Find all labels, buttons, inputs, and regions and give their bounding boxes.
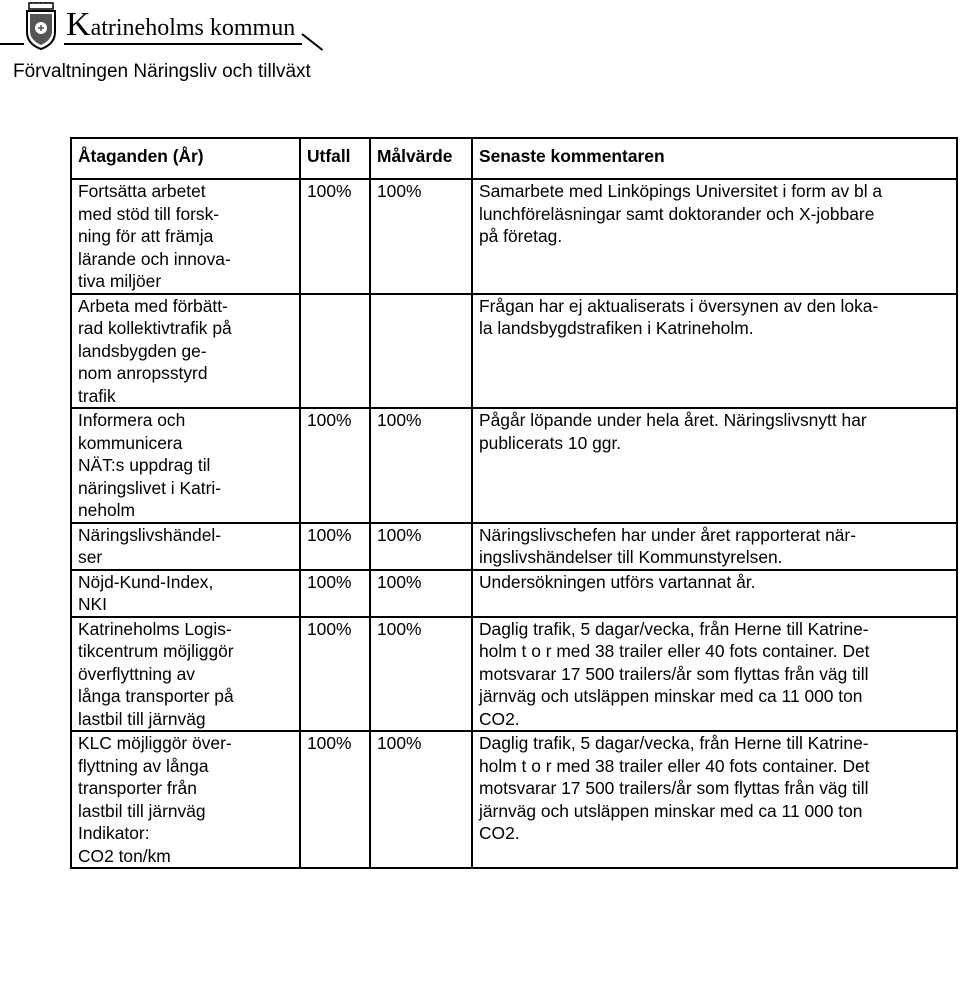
commitment-line: flyttning av långa xyxy=(78,755,209,776)
comment-line: Frågan har ej aktualiserats i översynen av den loka- xyxy=(479,295,879,316)
comment-line: järnväg och utsläppen minskar med ca 11 000 ton xyxy=(479,686,863,706)
target-value-cell: 100% xyxy=(370,523,472,570)
commitment-cell xyxy=(71,570,300,617)
outcome-cell: 100% xyxy=(300,617,370,732)
target-value-cell xyxy=(370,294,472,409)
comment-line: holm t o r med 38 trailer eller 40 fots container. Det xyxy=(479,755,870,776)
commitment-line: ning för att främja xyxy=(78,226,214,246)
outcome-cell: 100% xyxy=(300,570,370,617)
comment-line: CO2. xyxy=(479,708,520,729)
organization-title: Förvaltningen Näringsliv och tillväxt xyxy=(13,61,311,82)
commitment-line: tikcentrum möjliggör xyxy=(78,641,234,661)
outcome-cell: 100% xyxy=(300,523,370,570)
header-rule-left xyxy=(0,43,24,45)
commitment-cell xyxy=(71,731,300,868)
municipal-crest-icon xyxy=(24,2,58,50)
target-value-cell: 100% xyxy=(370,408,472,523)
commitment-line: Indikator: xyxy=(78,823,150,843)
table-row xyxy=(71,523,957,570)
commitment-line: långa transporter på xyxy=(78,686,234,706)
header-rule-right xyxy=(64,43,302,45)
commitment-cell xyxy=(71,617,300,732)
municipality-logo-text: Katrineholms kommun xyxy=(66,6,296,43)
header-rule-slash xyxy=(301,33,323,51)
commitment-line: transporter från xyxy=(78,778,197,798)
table-row xyxy=(71,408,957,523)
comment-cell xyxy=(472,294,957,409)
commitments-table xyxy=(70,137,958,869)
commitment-line: lastbil till järnväg xyxy=(78,800,206,821)
comment-line: CO2. xyxy=(479,823,520,843)
table-row xyxy=(71,294,957,409)
commitment-line: överflyttning av xyxy=(78,663,195,684)
comment-cell xyxy=(472,731,957,868)
table-row xyxy=(71,617,957,732)
target-value-cell: 100% xyxy=(370,731,472,868)
commitment-line: tiva miljöer xyxy=(78,271,162,291)
outcome-cell: 100% xyxy=(300,408,370,523)
comment-line: motsvarar 17 500 trailers/år som flyttas från väg till xyxy=(479,663,869,684)
comment-line: Daglig trafik, 5 dagar/vecka, från Herne till Katrine- xyxy=(479,618,869,639)
commitment-line: trafik xyxy=(78,385,116,406)
comment-line: järnväg och utsläppen minskar med ca 11 000 ton xyxy=(479,800,863,821)
target-value-cell: 100% xyxy=(370,617,472,732)
commitment-line: lastbil till järnväg xyxy=(78,708,206,729)
commitment-line: näringslivet i Katri- xyxy=(78,477,222,498)
comment-line: Undersökningen utförs vartannat år. xyxy=(479,571,756,592)
outcome-cell: 100% xyxy=(300,731,370,868)
comment-cell xyxy=(472,408,957,523)
table-row xyxy=(71,179,957,294)
comment-line: Pågår löpande under hela året. Näringslivsnytt har xyxy=(479,410,867,430)
commitment-cell xyxy=(71,523,300,570)
outcome-cell: 100% xyxy=(300,179,370,294)
commitment-line: rad kollektivtrafik på xyxy=(78,318,232,338)
commitment-line: nom anropsstyrd xyxy=(78,363,208,383)
comment-cell xyxy=(472,617,957,732)
commitment-line: lärande och innova- xyxy=(78,248,231,269)
comment-line: Näringslivschefen har under året rapporterat när- xyxy=(479,524,856,545)
commitment-line: Näringslivshändel- xyxy=(78,524,222,545)
target-value-cell: 100% xyxy=(370,179,472,294)
comment-cell xyxy=(472,523,957,570)
page-header xyxy=(0,0,960,82)
commitment-line: Fortsätta arbetet xyxy=(78,181,206,201)
comment-line: ingslivshändelser till Kommunstyrelsen. xyxy=(479,547,783,567)
commitment-line: neholm xyxy=(78,500,136,520)
comment-line: publicerats 10 ggr. xyxy=(479,432,622,453)
comment-line: motsvarar 17 500 trailers/år som flyttas från väg till xyxy=(479,778,869,798)
commitment-line: kommunicera xyxy=(78,432,183,453)
commitment-line: Katrineholms Logis- xyxy=(78,618,232,639)
commitment-line: landsbygden ge- xyxy=(78,340,207,361)
commitment-line: med stöd till forsk- xyxy=(78,203,220,224)
target-value-cell: 100% xyxy=(370,570,472,617)
commitment-cell xyxy=(71,179,300,294)
header-latest-comment: Senaste kommentaren xyxy=(472,138,957,179)
comment-line: lunchföreläsningar samt doktorander och X-jobbare xyxy=(479,203,875,224)
comment-line: holm t o r med 38 trailer eller 40 fots container. Det xyxy=(479,641,870,661)
commitment-line: KLC möjliggör över- xyxy=(78,733,232,753)
table-row xyxy=(71,570,957,617)
commitment-line: Informera och xyxy=(78,410,186,430)
header-commitments: Åtaganden (År) xyxy=(71,138,300,179)
table-row xyxy=(71,731,957,868)
comment-line: Samarbete med Linköpings Universitet i form av bl a xyxy=(479,181,883,201)
table-header-row xyxy=(71,138,957,179)
commitment-line: ser xyxy=(78,547,103,567)
commitment-line: Arbeta med förbätt- xyxy=(78,295,228,316)
comment-cell xyxy=(472,570,957,617)
outcome-cell xyxy=(300,294,370,409)
comment-line: la landsbygdstrafiken i Katrineholm. xyxy=(479,318,754,338)
header-outcome: Utfall xyxy=(300,138,370,179)
header-target-value: Målvärde xyxy=(370,138,472,179)
commitment-line: NKI xyxy=(78,594,107,614)
comment-line: Daglig trafik, 5 dagar/vecka, från Herne till Katrine- xyxy=(479,733,869,753)
comment-cell xyxy=(472,179,957,294)
commitment-line: NÄT:s uppdrag til xyxy=(78,455,211,475)
commitment-line: CO2 ton/km xyxy=(78,845,171,866)
commitment-cell xyxy=(71,408,300,523)
commitment-line: Nöjd-Kund-Index, xyxy=(78,571,214,592)
commitment-cell xyxy=(71,294,300,409)
comment-line: på företag. xyxy=(479,226,563,246)
